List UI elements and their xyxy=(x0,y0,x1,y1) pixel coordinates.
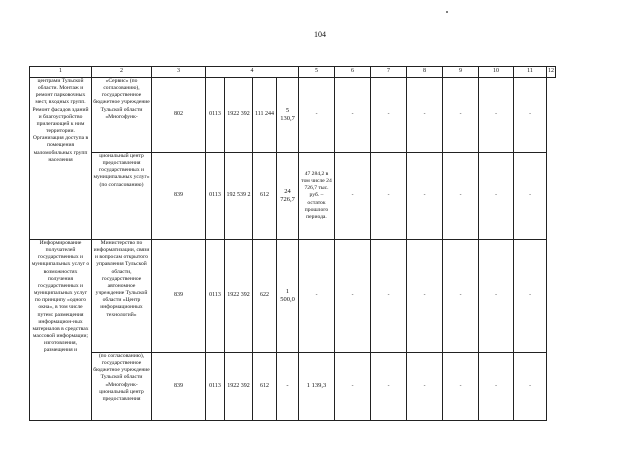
amount-col6: 47 284,2 в том числе 24 726,7 тыс. руб. – остаток прошлого периода. xyxy=(299,153,335,240)
target-article-cell: 1922 392 xyxy=(225,240,253,353)
table-row xyxy=(30,78,556,153)
amount-col5: 5 130,7 xyxy=(277,78,299,153)
header-cell-2: 2 xyxy=(92,67,152,78)
table-row xyxy=(30,240,556,353)
amount-col8: - xyxy=(371,353,407,421)
header-cell-5: 5 xyxy=(299,67,335,78)
amount-col9: - xyxy=(407,240,443,353)
amount-col7: - xyxy=(335,78,371,153)
executor-cell: (по согласованию), государственное бюджетное учреждение Тульской области «Многофунк-циональный центр предоставления xyxy=(92,353,152,421)
expense-type-cell: 612 xyxy=(253,353,277,421)
executor-cell: Министерство по информатизации, связи и вопросам открытого управления Тульской области, государственное автономное учреждение Тульской области «Центр информационных технологий» xyxy=(92,240,152,353)
amount-col12: - xyxy=(514,78,547,153)
target-article-cell: 1922 392 xyxy=(225,78,253,153)
amount-col8: - xyxy=(371,153,407,240)
amount-col6: - xyxy=(299,78,335,153)
expense-type-cell: 612 xyxy=(253,153,277,240)
grbs-cell: 839 xyxy=(152,240,206,353)
section-cell: 0113 xyxy=(206,78,225,153)
table-row xyxy=(30,353,556,421)
executor-cell: «Сервис» (по согласованию), государственное бюджетное учреждение Тульской области «Многофунк- xyxy=(92,78,152,153)
budget-table xyxy=(29,66,556,421)
header-cell-1: 1 xyxy=(30,67,92,78)
amount-col6: 1 139,3 xyxy=(299,353,335,421)
amount-col5: 24 726,7 xyxy=(277,153,299,240)
amount-col10: - xyxy=(443,240,479,353)
amount-col9: - xyxy=(407,78,443,153)
header-cell-9: 9 xyxy=(443,67,479,78)
amount-col12: - xyxy=(514,353,547,421)
header-cell-3: 3 xyxy=(152,67,206,78)
amount-col9: - xyxy=(407,153,443,240)
amount-col9: - xyxy=(407,353,443,421)
amount-col6: - xyxy=(299,240,335,353)
section-cell: 0113 xyxy=(206,153,225,240)
amount-col12: - xyxy=(514,240,547,353)
grbs-cell: 839 xyxy=(152,153,206,240)
header-cell-12: 12 xyxy=(547,67,556,78)
header-cell-11: 11 xyxy=(514,67,547,78)
section-cell: 0113 xyxy=(206,240,225,353)
amount-col8: - xyxy=(371,240,407,353)
header-row xyxy=(30,67,556,78)
table-row xyxy=(30,153,556,240)
amount-col10: - xyxy=(443,353,479,421)
grbs-cell: 802 xyxy=(152,78,206,153)
amount-col5: 1 500,0 xyxy=(277,240,299,353)
amount-col5: - xyxy=(277,353,299,421)
section-cell: 0113 xyxy=(206,353,225,421)
target-article-cell: 192 539 2 xyxy=(225,153,253,240)
amount-col11: - xyxy=(479,78,514,153)
expense-type-cell: 622 xyxy=(253,240,277,353)
amount-col7: - xyxy=(335,153,371,240)
header-cell-8: 8 xyxy=(407,67,443,78)
expense-type-cell: 111 244 xyxy=(253,78,277,153)
header-cell-7: 7 xyxy=(371,67,407,78)
header-cell-10: 10 xyxy=(479,67,514,78)
amount-col7: - xyxy=(335,353,371,421)
amount-col7: - xyxy=(335,240,371,353)
amount-col11: - xyxy=(479,153,514,240)
header-cell-4: 4 xyxy=(206,67,299,78)
amount-col8: - xyxy=(371,78,407,153)
page-number: 104 xyxy=(314,30,326,39)
amount-col10: - xyxy=(443,78,479,153)
measure-cell: центрами Тульской области. Монтаж и ремонт парковочных мест, входных групп. Ремонт фасадов зданий и благоустройство прилегающей к ним территории. Организация доступа в помещения маломобильных групп населения xyxy=(30,78,92,240)
scan-dot xyxy=(446,11,448,13)
amount-col11: - xyxy=(479,353,514,421)
target-article-cell: 1922 392 xyxy=(225,353,253,421)
measure-cell: Информирование получателей государственных и муниципальных услуг о возможностях получения государственных и муниципальных услуг по принципу «одного окна», в том числе путем: размещения информацион-ных материалов в средствах массовой информации; изготовления, размещения и xyxy=(30,240,92,421)
amount-col12: - xyxy=(514,153,547,240)
amount-col11: - xyxy=(479,240,514,353)
grbs-cell: 839 xyxy=(152,353,206,421)
header-cell-6: 6 xyxy=(335,67,371,78)
executor-cell: циональный центр предоставления государственных и муниципальных услуг» (по согласованию) xyxy=(92,153,152,240)
amount-col10: - xyxy=(443,153,479,240)
